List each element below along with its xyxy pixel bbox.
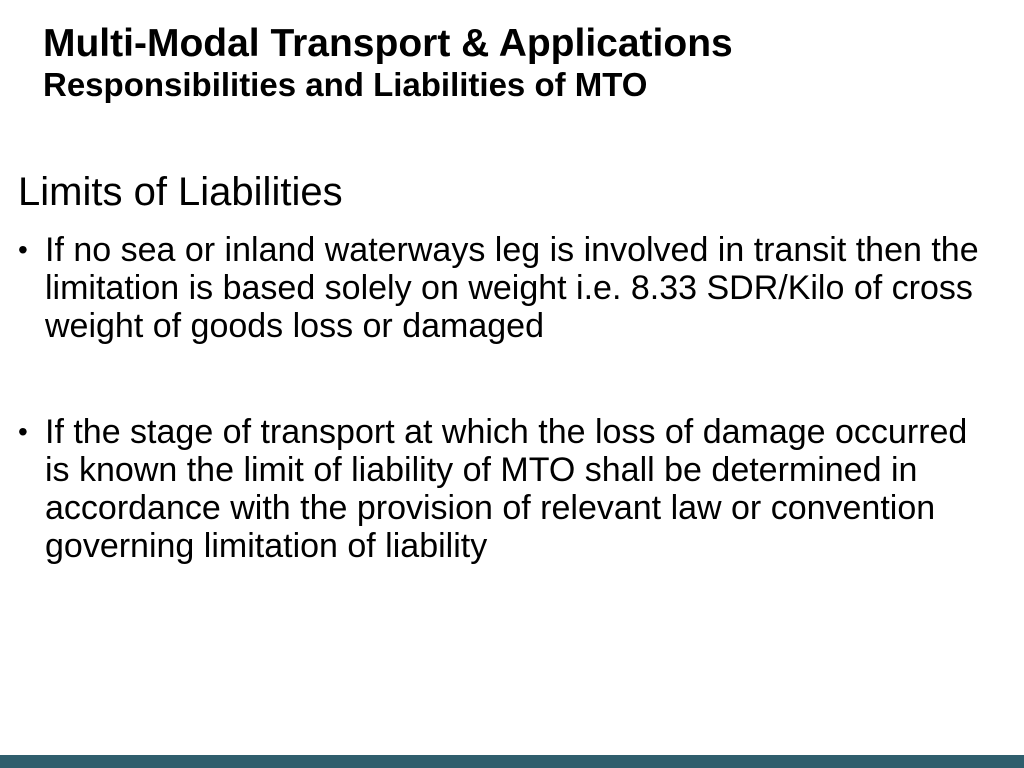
bullet-2-line-2: is known the limit of liability of MTO shall be determined in [45,451,918,489]
bullet-1-line-3: weight of goods loss or damaged [45,307,544,345]
bullet-2-line-4: governing limitation of liability [45,527,488,565]
bullet-item-2 [18,413,1018,565]
bullet-1-line-2: limitation is based solely on weight i.e. 8.33 SDR/Kilo of cross [45,269,973,307]
bullet-list [18,231,1018,565]
bullet-item-1 [18,231,1018,345]
slide-title: Multi-Modal Transport & Applications [43,22,733,65]
slide-header [43,21,733,104]
bullet-2-line-3: accordance with the provision of relevant law or convention [45,489,936,527]
bullet-icon: • [18,234,28,265]
slide-subtitle: Responsibilities and Liabilities of MTO [43,66,648,103]
bullet-icon: • [18,416,28,447]
bullet-2-line-1: If the stage of transport at which the loss of damage occurred [45,413,968,451]
bullet-1-line-1: If no sea or inland waterways leg is involved in transit then the [45,231,979,269]
footer-bar [0,755,1024,768]
section-heading: Limits of Liabilities [18,170,343,214]
